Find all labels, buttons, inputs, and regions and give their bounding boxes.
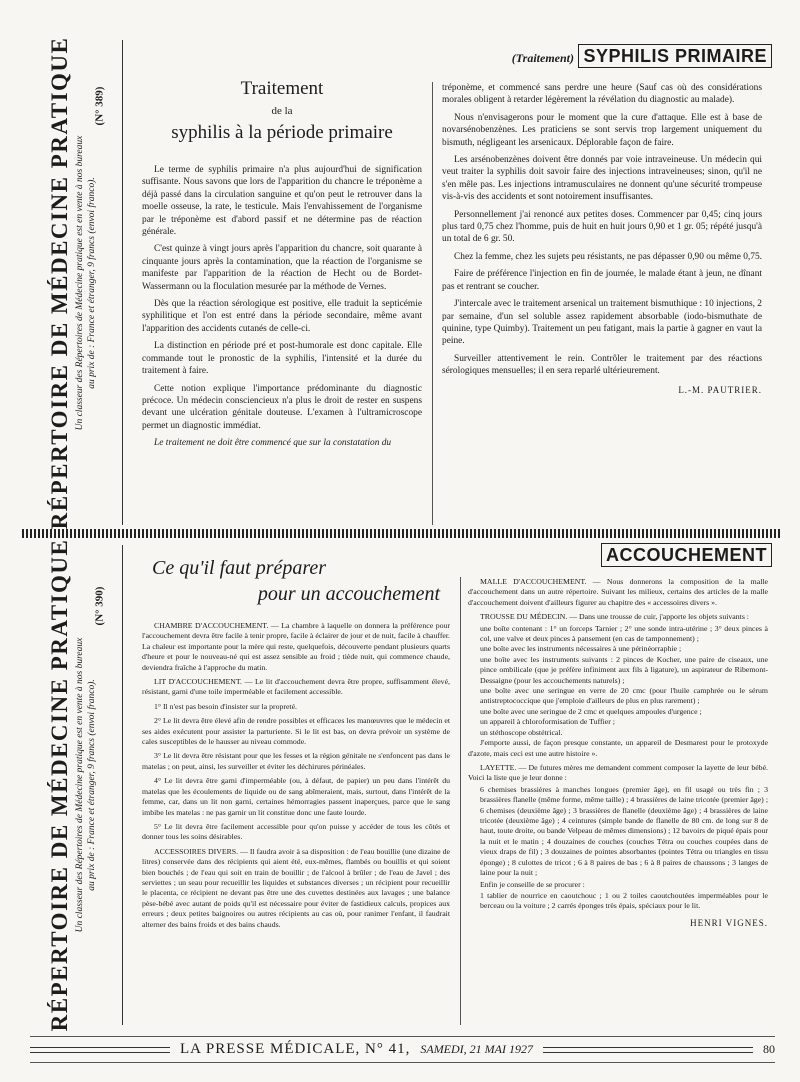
repertoire-side-text	[47, 539, 97, 1032]
title-line-3: syphilis à la période primaire	[171, 122, 393, 143]
article-title	[142, 78, 422, 144]
repertoire-card-389	[22, 36, 782, 529]
paragraph: LIT D'ACCOUCHEMENT. — Le lit d'accouchement devra être propre, suffisamment élevé, résistant, garni d'une toile imperméable et facilement accessible.	[142, 677, 450, 697]
page-number: 80	[763, 1042, 775, 1056]
paragraph: CHAMBRE D'ACCOUCHEMENT. — La chambre à laquelle on donnera la préférence pour l'accouchement devra être facile à tenir propre, facile à éclairer de jour et de nuit, facile à chauffer. La chaleur est importante pour la mère qui reste, quelquefois, découverte pendant plusieurs quarts d'heure et pour le nouveau-né qui est assez sensible au froid ; tiède nuit, qui commence chaude, deviendra fraîche à l'approche du matin.	[142, 621, 450, 672]
article-right-column	[442, 82, 762, 396]
paragraph: TROUSSE DU MÉDECIN. — Dans une trousse de cuir, j'apporte les objets suivants :	[480, 612, 749, 622]
title-line-2: pour un accouchement	[257, 583, 440, 605]
paragraph: Le terme de syphilis primaire n'a plus aujourd'hui de signification suffisante. Nous savons que lors de l'apparition du chancre le tréponème a déjà passé dans la circulation sanguine et qu'on peut le retrouver dans la moelle osseuse, la rate, le testicule. Mais l'envahissement de l'organisme par le tréponème est d'abord passif et ne détermine pas de réaction générale.	[142, 165, 422, 238]
paragraph: 1° Il n'est pas besoin d'insister sur la propreté.	[154, 701, 297, 711]
title-line-1: Ce qu'il faut préparer	[152, 557, 327, 579]
paragraph: Dès que la réaction sérologique est positive, elle traduit la septicémie syphilitique et l'on est entré dans la période secondaire, même avant l'apparition des accidents cutanés de celle-ci.	[142, 299, 422, 334]
repertoire-number: (N° 389)	[93, 86, 106, 126]
paragraph: Cette notion explique l'importance prédominante du diagnostic précoce. Un médecin consciencieux n'a plus le droit de rester en suspens devant une ulcération génitale douteuse. L'examen à l'ultramicroscope permet un diagnostic immédiat.	[142, 383, 422, 431]
paragraph: J'emporte aussi, de façon presque constante, un appareil de Desmarest pour le protoxyde d'azote, mais ceci est une autre histoire ».	[468, 738, 768, 758]
rubric-header	[601, 545, 772, 566]
repertoire-subtitle-2: au prix de : France et étranger, 9 francs (envoi franco).	[87, 679, 97, 891]
column-divider	[460, 577, 461, 1025]
list-item: 1 tablier de nourrice en caoutchouc ; 1 ou 2 toiles caoutchoutées imperméables pour le berceau ou la voiture ; 2 carrés éponges très épais, spéciaux pour le lit.	[480, 890, 768, 911]
paragraph: ACCESSOIRES DIVERS. — Il faudra avoir à sa disposition : de l'eau bouillie (une dizaine de litres) conservée dans des récipients qui aient été, eux-mêmes, flambés ou bouillis et qui soient bien bouchés ; de l'eau qui soit en train de bouillir ; de l'alcool à brûler ; de l'eau de Javel ; des serviettes ; un seau pour recueillir les liquides et substances diverses ; un récipient pour recueillir le placenta, ce récipient ne devant pas être une des cuvettes destinées aux lavages ; une balance pèse-bébé avec autant de poids qu'il est nécessaire pour éviter de fastidieux calculs, propices aux erreurs ; deux petites baignoires ou autres récipients au cas où, pour ranimer l'enfant, il faudrait alterner des bains froids et des bains chauds.	[142, 846, 450, 929]
repertoire-side-band	[22, 538, 123, 1032]
list-item: un stéthoscope obstétrical.	[480, 727, 563, 737]
list-item: 6 chemises brassières à manches longues (premier âge), en fil usagé ou très fin ; 3 brassières flanelle (même forme, même taille) ; 4 brassières de laine tricotée (premier âge) ; 6 chemises (deuxième âge) ; 3 brassières de flanelle (deuxième âge) ; 4 brassières de laine tricotée (deuxième âge) ; 4 ceintures (simple bande de flanelle de 80 cm. de long sur 8 de haut, toute droite, ou bande Velpeau de mêmes dimensions) ; 12 bavoirs de piqué épais pour la nuit et le matin ; 4 douzaines de couches (couches Tétra ou couches coupées dans de vieux draps de fil) ; 3 douzaines de pointes absorbantes (pointes Tétra ou triangles en tissu éponge) ; 8 culottes de tricot ; 6 à 8 paires de bas ; 6 à 8 paires de chaussons ; 3 langes de laine pour la nuit ;	[480, 784, 768, 877]
paragraph: C'est quinze à vingt jours après l'apparition du chancre, soit quarante à cinquante jours après la contamination, que la réaction de l'organisme se manifeste par l'apparition de la réaction de Hecht ou de Bordet-Wassermann ou la floculation mesurée par la méthode de Vernes.	[142, 244, 422, 292]
article-left-column	[142, 555, 450, 934]
list-item: une boîte avec les instruments suivants : 2 pinces de Kocher, une paire de ciseaux, une pince ombilicale (que je préfère infiniment aux fils à ligature), un aspirateur de Ribemont-Dessaigne (pour les accouchements naturels) ;	[480, 654, 768, 685]
rubric-header	[512, 46, 772, 67]
footer-rule	[543, 1047, 753, 1053]
repertoire-side-band	[22, 36, 123, 529]
paragraph: 4° Le lit devra être garni d'imperméable (ou, à défaut, de papier) un peu dans l'intérêt du matelas que les écoulements de liquide ou de sang abîmeraient, mais, surtout, dans l'intérêt de la femme, car, dans un lit non garni, certaines hémorragies passent inaperçues, parce que le sang imbibe les matelas : ne pas garnir un lit constitue donc une faute lourde.	[142, 776, 450, 817]
column-divider	[432, 82, 433, 525]
author-signature: L.-M. PAUTRIER.	[678, 384, 762, 395]
list-item: une boîte avec les instruments nécessaires à une périnéorraphie ;	[480, 644, 682, 654]
rubric-title: ACCOUCHEMENT	[601, 543, 772, 567]
rubric-title: SYPHILIS PRIMAIRE	[578, 44, 772, 68]
title-line-1: Traitement	[240, 78, 324, 99]
repertoire-title: RÉPERTOIRE DE MÉDECINE PRATIQUE	[47, 36, 72, 529]
repertoire-subtitle-2: au prix de : France et étranger, 9 francs (envoi franco).	[87, 176, 97, 389]
paragraph: La distinction en période pré et post-humorale est donc capitale. Elle commande tout le pronostic de la syphilis, l'intensité et la durée du traitement à faire.	[142, 341, 422, 377]
list-item: une boîte avec une seringue de 2 cmc et quelques ampoules d'urgence ;	[480, 706, 702, 716]
paragraph: Personnellement j'ai renoncé aux petites doses. Commencer par 0,45; cinq jours plus tard 0,75 chez l'homme, puis de huit en huit jours 0,90 et 1 gr. 05; répété jusqu'à un total de 6 gr. 50.	[442, 209, 762, 245]
paragraph: tréponème, et commencé sans perdre une heure (Sauf cas où des considérations morales obligent à retarder légèrement la révélation du diagnostic au malade).	[442, 83, 762, 106]
paragraph: J'intercale avec le traitement arsenical un traitement bismuthique : 10 injections, 2 par semaine, d'un sel soluble assez rapidement absorbable (iodo-bismuthate de quinine, type Quimby). Traitement un peu fatigant, mais la partie à gagner en vaut la peine.	[442, 299, 762, 347]
paragraph: 5° Le lit devra être facilement accessible pour qu'on puisse y accéder de tous les côtés et donner tous les soins désirables.	[142, 821, 450, 842]
magazine-name: LA PRESSE MÉDICALE, N° 41,	[180, 1041, 411, 1057]
paragraph: Enfin je conseille de se procurer :	[480, 880, 585, 890]
paragraph: Surveiller attentivement le rein. Contrôler le traitement par des réactions sérologiques mensuelles; il en sera reparlé ultérieurement.	[442, 353, 762, 377]
article-right-column	[468, 577, 768, 928]
repertoire-side-text	[47, 36, 97, 529]
repertoire-title: RÉPERTOIRE DE MÉDECINE PRATIQUE	[47, 538, 72, 1032]
repertoire-subtitle-1: Un classeur des Répertoires de Médecine pratique est en vente à nos bureaux	[75, 135, 85, 430]
footer-rule	[30, 1047, 170, 1053]
repertoire-subtitle-1: Un classeur des Répertoires de Médecine pratique est en vente à nos bureaux	[75, 637, 85, 933]
paragraph: Les arsénobenzènes doivent être donnés par voie intraveineuse. Un médecin qui veut traiter la syphilis doit savoir faire des injections intraveineuses; sinon, qu'il ne s'en mêle pas. Les injections intramusculaires ne donnent qu'une sécurité trompeuse vis-à-vis des accidents et sont notoirement insuffisantes.	[442, 155, 762, 203]
repertoire-number: (N° 390)	[93, 586, 106, 626]
issue-date: SAMEDI, 21 MAI 1927	[420, 1042, 533, 1056]
list-item: une boîte avec une seringue en verre de 20 cmc (pour l'huile camphrée ou le sérum antistreptococcique que j'emploie d'ailleurs de plus en plus rarement) ;	[480, 686, 768, 706]
article-left-column	[142, 78, 422, 455]
paragraph: Nous n'envisagerons pour le moment que la cure d'attaque. Elle est à base de novarsénobenzènes. Les praticiens se sont servis trop largement uniquement du bismuth, négligeant les arsenicaux. Déplorable façon de faire.	[442, 112, 762, 148]
title-line-2: de la	[271, 105, 293, 117]
card-separator	[22, 529, 782, 538]
paragraph: Faire de préférence l'injection en fin de journée, le malade étant à jeun, ne dînant pas et rentrant se coucher.	[442, 269, 762, 292]
paragraph: MALLE D'ACCOUCHEMENT. — Nous donnerons la composition de la malle d'accouchement dans un autre répertoire. Suivant les milieux, certains des articles de la malle d'accouchement doivent d'ailleurs figurer au chapitre des « accessoires divers ».	[468, 577, 768, 607]
paragraph: Le traitement ne doit être commencé que sur la constatation du	[154, 438, 392, 449]
paragraph: LAYETTE. — De futures mères me demandent comment composer la layette de leur bébé. Voici la liste que je leur donne :	[468, 762, 768, 783]
page-footer	[30, 1036, 775, 1063]
author-signature: HENRI VIGNES.	[690, 917, 768, 928]
article-title	[142, 555, 450, 607]
paragraph: Chez la femme, chez les sujets peu résistants, ne pas dépasser 0,90 ou même 0,75.	[454, 251, 762, 262]
paragraph: 3° Le lit devra être résistant pour que les fesses et la région génitale ne s'enfoncent pas dans le matelas ; on peut, ainsi, les surveiller et éviter les déchirures périnéales.	[142, 751, 450, 771]
rubric-prefix: (Traitement)	[511, 51, 575, 65]
repertoire-card-390	[22, 538, 782, 1032]
list-item: une boîte contenant : 1° un forceps Tarnier ; 2° une sonde intra-utérine ; 3° deux pinces à col, une valve et deux pinces à pansement (en cas de tamponnement) ;	[480, 623, 768, 644]
list-item: un appareil à chloroformisation de Tuffier ;	[480, 717, 615, 727]
paragraph: 2° Le lit devra être élevé afin de rendre possibles et efficaces les manœuvres que le médecin et ses aides exécutent pour assister la parturiente. Si le lit est bas, on devra prévoir un système de cales susceptibles de le hausser au niveau commode.	[142, 716, 450, 747]
